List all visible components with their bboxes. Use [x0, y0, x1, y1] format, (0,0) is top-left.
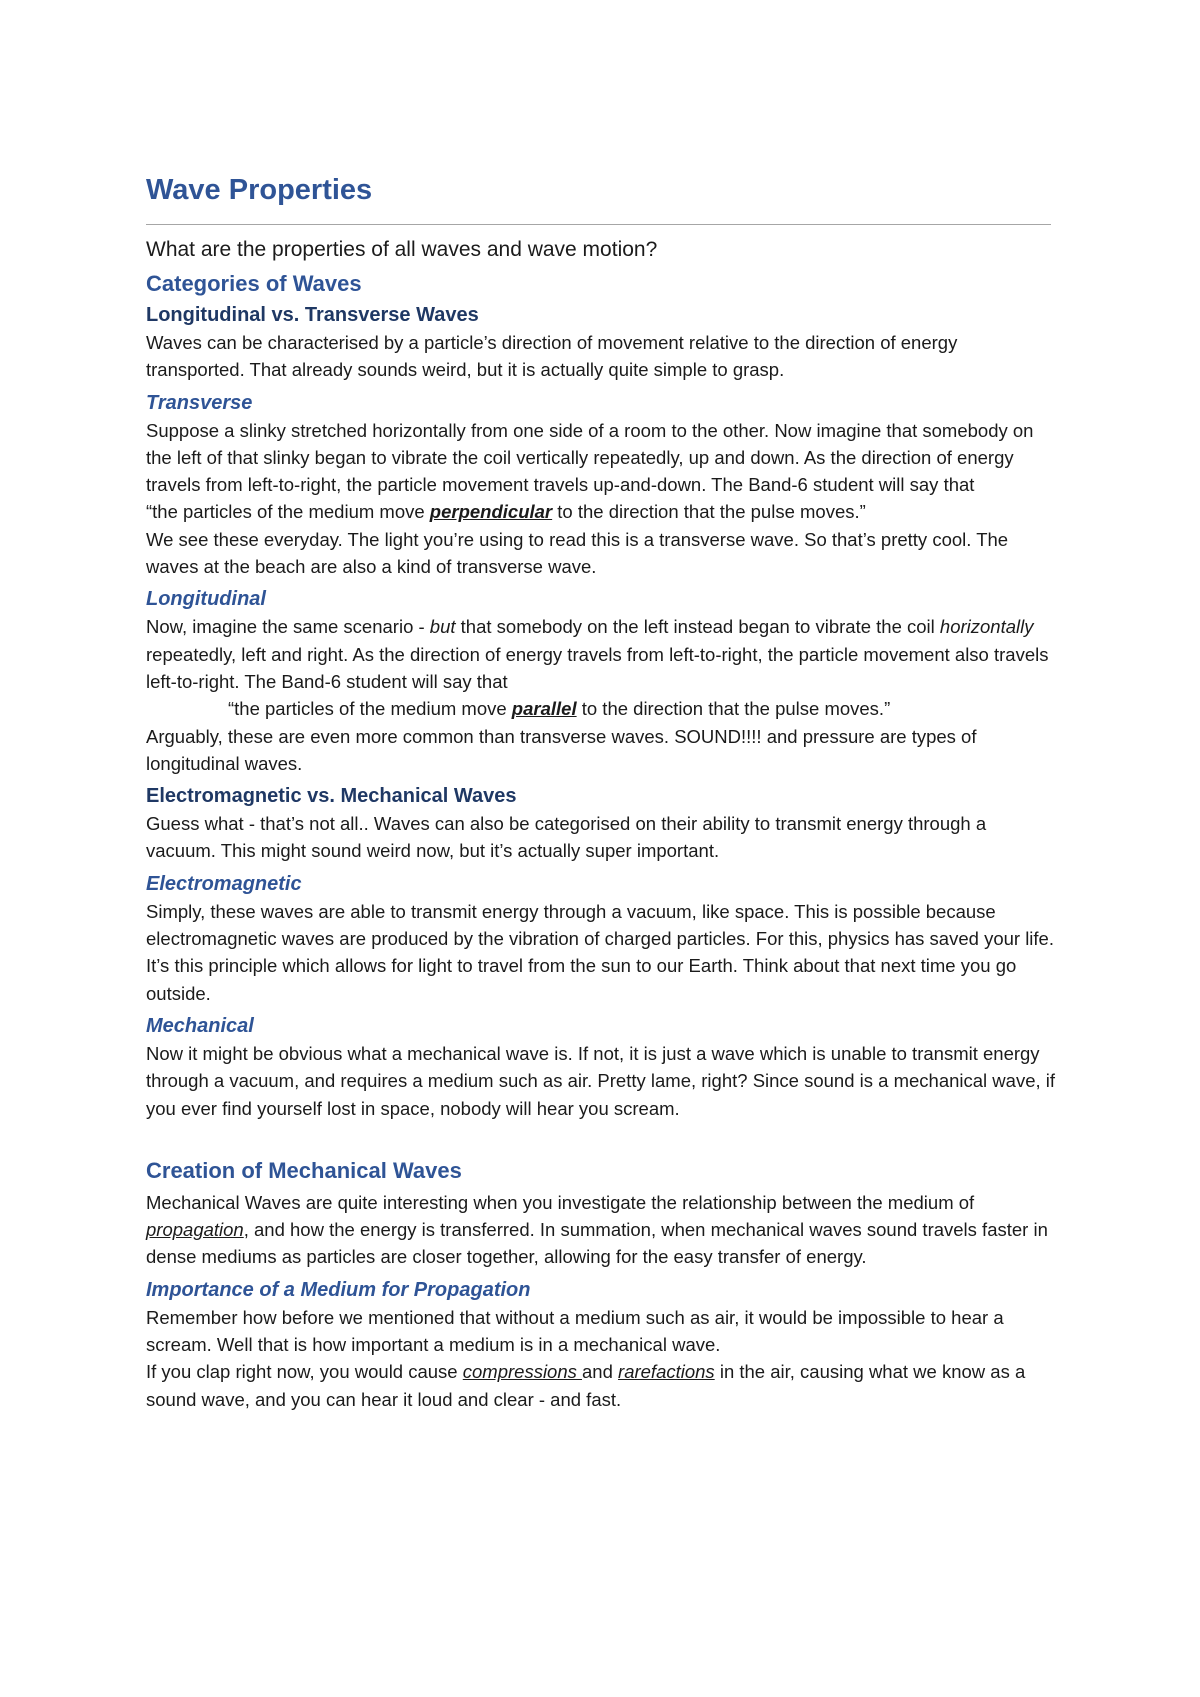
- heading-transverse: Transverse: [146, 391, 253, 414]
- em-vs-mech-intro: Guess what - that’s not all.. Waves can also be categorised on their ability to transmit energy through a vacuum. This might sound weird now, but it’s actually super important.: [146, 813, 987, 862]
- heading-importance: Importance of a Medium for Propagation: [146, 1278, 531, 1301]
- term-propagation: propagation: [146, 1219, 244, 1241]
- document-page: [146, 170, 1058, 1413]
- term-compressions: compressions: [462, 1361, 583, 1383]
- heading-mechanical: Mechanical: [146, 1014, 254, 1037]
- importance-paragraph-2: If you clap right now, you would cause compressions and rarefactions in the air, causing what we know as a sound wave, and you can hear it loud and clear - and fast.: [146, 1361, 1026, 1410]
- emphasis-but: but: [429, 616, 456, 638]
- mechanical-paragraph: Now it might be obvious what a mechanical wave is. If not, it is just a wave which is unable to transmit energy through a vacuum, and requires a medium such as air. Pretty lame, right? Since sound is a mechanical wave, if you ever find yourself lost in space, nobody will hear you scream.: [146, 1042, 1056, 1119]
- transverse-paragraph-2: We see these everyday. The light you’re using to read this is a transverse wave. So that’s pretty cool. The waves at the beach are also a kind of transverse wave.: [146, 528, 1009, 578]
- term-rarefactions: rarefactions: [618, 1361, 715, 1383]
- heading-categories: Categories of Waves: [146, 271, 362, 296]
- transverse-paragraph-1: Suppose a slinky stretched horizontally from one side of a room to the other. Now imagine that somebody on the left of that slinky began to vibrate the coil vertically repeatedly, up and down. As the direction of energy travels from left-to-right, the particle movement travels up-and-down. The Band-6 student will say that: [146, 419, 1034, 496]
- longitudinal-paragraph-2: Arguably, these are even more common than transverse waves. SOUND!!!! and pressure are types of longitudinal waves.: [146, 725, 977, 774]
- keyword-perpendicular: perpendicular: [429, 501, 553, 523]
- longitudinal-paragraph-1: Now, imagine the same scenario - but that somebody on the left instead began to vibrate the coil horizontally repeatedly, left and right. As the direction of energy travels from left-to-right, the particle movement also travels left-to-right. The Band-6 student will say that: [146, 616, 1049, 692]
- page-title: Wave Properties: [146, 174, 373, 206]
- title-divider: [146, 224, 1051, 225]
- creation-paragraph: Mechanical Waves are quite interesting when you investigate the relationship between the medium of propagation, and how the energy is transferred. In summation, when mechanical waves sound travels faster in dense mediums as particles are closer together, allowing for the easy transfer of energy.: [146, 1191, 1048, 1268]
- electromagnetic-paragraph: Simply, these waves are able to transmit energy through a vacuum, like space. This is possible because electromagnetic waves are produced by the vibration of charged particles. For this, physics has saved your life. It’s this principle which allows for light to travel from the sun to our Earth. Think about that next time you go outside.: [146, 900, 1054, 1004]
- keyword-parallel: parallel: [511, 698, 577, 720]
- heading-creation: Creation of Mechanical Waves: [146, 1157, 462, 1183]
- page-subtitle: What are the properties of all waves and wave motion?: [146, 238, 658, 261]
- emphasis-horizontally: horizontally: [939, 616, 1034, 638]
- longitudinal-quote: “the particles of the medium move parallel to the direction that the pulse moves.”: [228, 698, 891, 720]
- importance-paragraph-1: Remember how before we mentioned that without a medium such as air, it would be impossible to hear a scream. Well that is how important a medium is in a mechanical wave.: [146, 1306, 1004, 1356]
- heading-longitudinal: Longitudinal: [146, 588, 266, 611]
- heading-em-vs-mech: Electromagnetic vs. Mechanical Waves: [146, 785, 517, 808]
- heading-electromagnetic: Electromagnetic: [146, 872, 302, 895]
- long-vs-trans-intro: Waves can be characterised by a particle’s direction of movement relative to the direction of energy transported. That already sounds weird, but it is actually quite simple to grasp.: [146, 332, 958, 381]
- transverse-quote: “the particles of the medium move perpendicular to the direction that the pulse moves.”: [146, 501, 866, 523]
- heading-long-vs-trans: Longitudinal vs. Transverse Waves: [146, 304, 479, 326]
